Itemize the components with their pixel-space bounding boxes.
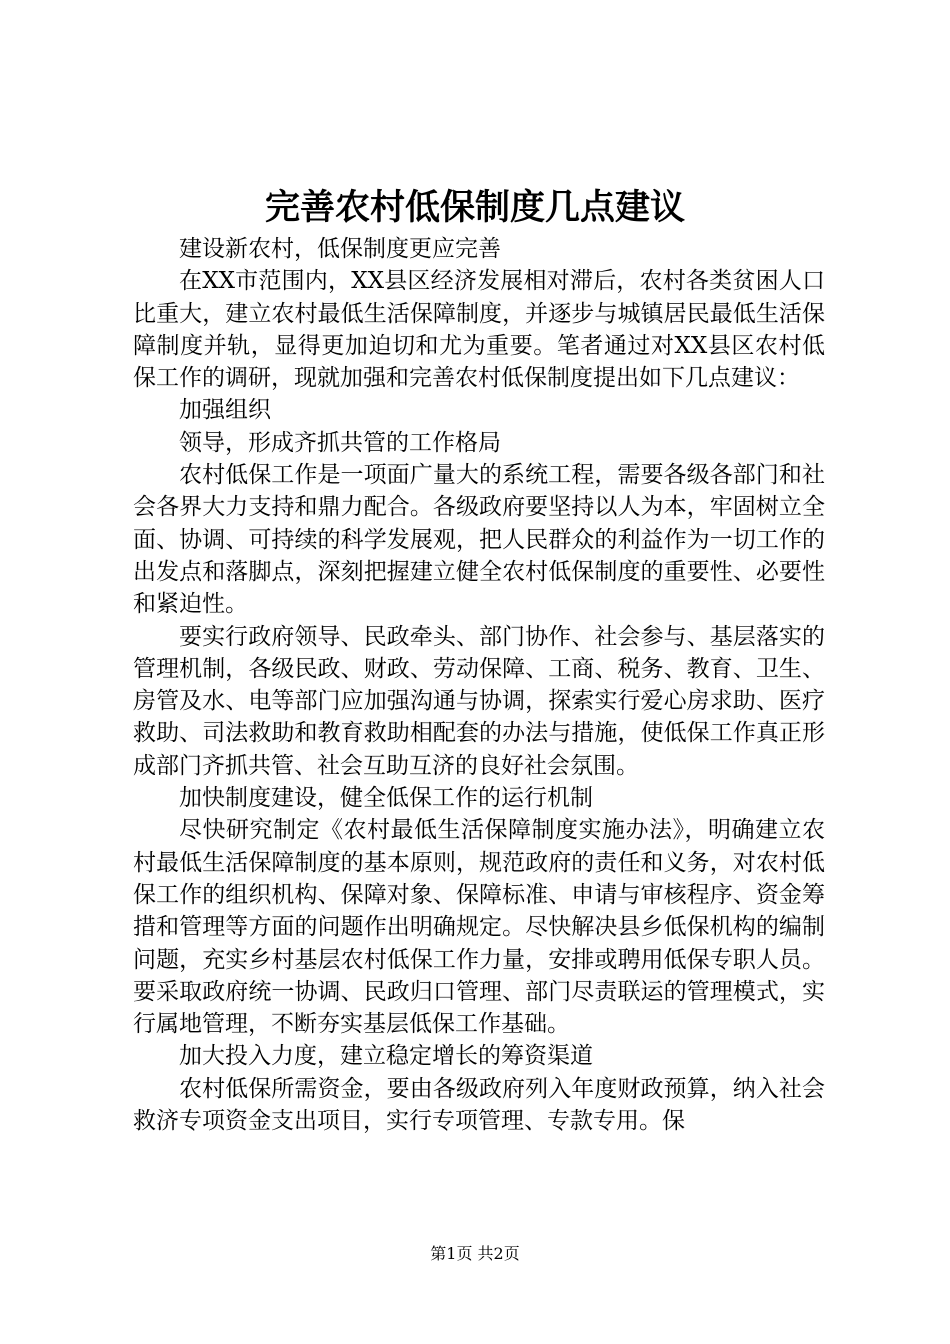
paragraph: 农村低保工作是一项面广量大的系统工程，需要各级各部门和社会各界大力支持和鼎力配合。各级政府要坚持以人为本，牢固树立全面、协调、可持续的科学发展观，把人民群众的利益作为一切工作的出发点和落脚点，深刻把握建立健全农村低保制度的重要性、必要性和紧迫性。	[133, 462, 825, 618]
paragraph: 在XX市范围内，XX县区经济发展相对滞后，农村各类贫困人口比重大，建立农村最低生活保障制度，并逐步与城镇居民最低生活保障制度并轨，显得更加迫切和尤为重要。笔者通过对XX县区农村低保工作的调研，现就加强和完善农村低保制度提出如下几点建议：	[133, 268, 825, 392]
paragraph: 农村低保所需资金，要由各级政府列入年度财政预算，纳入社会救济专项资金支出项目，实行专项管理、专款专用。保	[133, 1075, 825, 1135]
paragraph: 加快制度建设，健全低保工作的运行机制	[179, 785, 593, 812]
paragraph: 领导，形成齐抓共管的工作格局	[179, 429, 501, 456]
paragraph: 加大投入力度，建立稳定增长的筹资渠道	[179, 1043, 593, 1070]
document-title: 完善农村低保制度几点建议	[264, 187, 685, 228]
paragraph: 建设新农村，低保制度更应完善	[179, 236, 501, 262]
document-body	[133, 233, 825, 1137]
paragraph: 要实行政府领导、民政牵头、部门协作、社会参与、基层落实的管理机制，各级民政、财政、劳动保障、工商、税务、教育、卫生、房管及水、电等部门应加强沟通与协调，探索实行爱心房求助、医疗救助、司法救助和教育救助相配套的办法与措施，使低保工作真正形成部门齐抓共管、社会互助互济的良好社会氛围。	[133, 623, 825, 779]
page-footer: 第1页 共2页	[430, 1244, 520, 1263]
paragraph: 尽快研究制定《农村最低生活保障制度实施办法》，明确建立农村最低生活保障制度的基本原则，规范政府的责任和义务，对农村低保工作的组织机构、保障对象、保障标准、申请与审核程序、资金筹措和管理等方面的问题作出明确规定。尽快解决县乡低保机构的编制问题，充实乡村基层农村低保工作力量，安排或聘用低保专职人员。要采取政府统一协调、民政归口管理、部门尽责联运的管理模式，实行属地管理，不断夯实基层低保工作基础。	[133, 817, 825, 1038]
paragraph: 加强组织	[179, 397, 271, 424]
